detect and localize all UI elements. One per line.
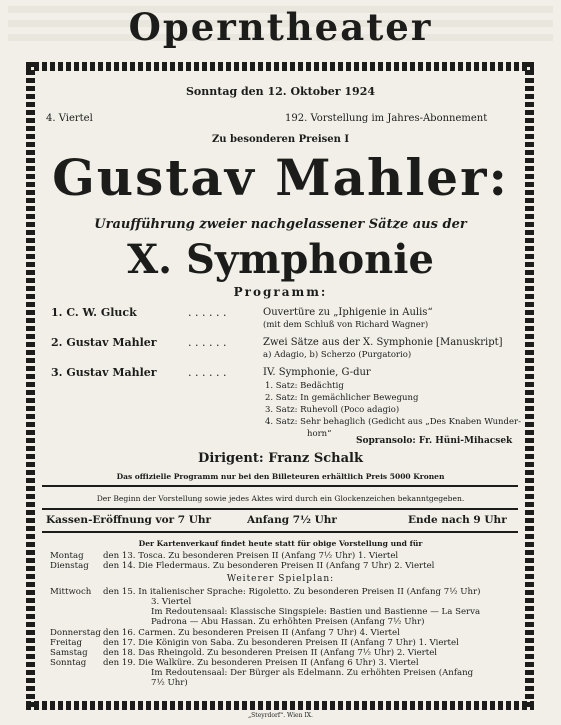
preise-line: Zu besonderen Preisen I	[211, 134, 350, 145]
divider-3	[42, 531, 518, 533]
satz-3: 3. Satz: Ruhevoll (Poco adagio)	[265, 405, 400, 415]
spielplan-heading: Weiterer Spielplan:	[226, 574, 335, 584]
schedule-entry: den 14. Die Fledermaus. Zu besonderen Preisen II (Anfang 7 Uhr) 2. Viertel	[103, 561, 435, 571]
schedule-day: Dienstag	[50, 561, 89, 571]
schedule-entry: den 16. Carmen. Zu besonderen Preisen II (Anfang 7 Uhr) 4. Viertel	[103, 628, 400, 638]
satz-4-cont: horn“	[307, 429, 332, 439]
kasse-label: Kassen-Eröffnung vor 7 Uhr	[46, 514, 212, 526]
program-item-1-name: 1. C. W. Gluck	[51, 306, 137, 319]
programm-heading: Programm:	[233, 285, 328, 299]
dirigent-line: Dirigent: Franz Schalk	[198, 451, 363, 466]
program-item-1-dots: . . . . . .	[188, 306, 227, 319]
divider-1	[42, 485, 518, 487]
schedule-day: Samstag	[50, 648, 88, 658]
divider-2	[42, 508, 518, 510]
program-item-3-work: IV. Symphonie, G-dur	[263, 367, 371, 378]
sopran-solo: Sopransolo: Fr. Hüni-Mihacsek	[356, 436, 513, 446]
schedule-day: Montag	[50, 551, 84, 561]
beginn-note: Der Beginn der Vorstellung sowie jedes Aktes wird durch ein Glockenzeichen bekanntgegeben.	[96, 494, 465, 503]
viertel-label: 4. Viertel	[46, 113, 93, 124]
schedule-entry: den 17. Die Königin von Saba. Zu besonderen Preisen II (Anfang 7 Uhr) 1. Viertel	[103, 638, 459, 648]
page-title: Operntheater	[128, 5, 433, 49]
ende-label: Ende nach 9 Uhr	[408, 514, 507, 526]
schedule-entry: den 19. Die Walküre. Zu besonderen Preisen II (Anfang 6 Uhr) 3. Viertel	[103, 658, 419, 668]
symphonie-heading: X. Symphonie	[127, 236, 434, 283]
schedule-entry: den 18. Das Rheingold. Zu besonderen Preisen II (Anfang 7½ Uhr) 2. Viertel	[103, 648, 438, 658]
kartenverkauf-line: Der Kartenverkauf findet heute statt für obige Vorstellung und für	[138, 539, 423, 548]
vorstellung-label: 192. Vorstellung im Jahres-Abonnement	[285, 113, 488, 124]
satz-1: 1. Satz: Bedächtig	[265, 381, 344, 391]
programm-note: Das offizielle Programm nur bei den Billeteuren erhältlich Preis 5000 Kronen	[116, 472, 445, 481]
program-item-2-detail: a) Adagio, b) Scherzo (Purgatorio)	[263, 350, 412, 360]
program-item-2-dots: . . . . . .	[188, 336, 227, 349]
program-item-3-name: 3. Gustav Mahler	[51, 366, 157, 379]
satz-2: 2. Satz: In gemächlicher Bewegung	[265, 393, 419, 403]
program-item-1-detail: (mit dem Schluß von Richard Wagner)	[263, 320, 429, 330]
schedule-day: Mittwoch	[50, 587, 92, 597]
composer-heading: Gustav Mahler:	[52, 148, 509, 207]
schedule-day: Freitag	[50, 638, 82, 648]
program-item-3-dots: . . . . . .	[188, 366, 227, 379]
program-item-1-work: Ouvertüre zu „Iphigenie in Aulis“	[263, 307, 433, 318]
date-line: Sonntag den 12. Oktober 1924	[185, 85, 376, 98]
schedule-entry: Im Redoutensaal: Klassische Singspiele: Bastien und Bastienne — La Serva	[151, 607, 481, 617]
subtitle-line: Uraufführung zweier nachgelassener Sätze aus der	[94, 217, 467, 232]
printer-footer: „Steyrdorf“. Wien IX.	[248, 712, 313, 719]
program-item-2-name: 2. Gustav Mahler	[51, 336, 157, 349]
anfang-label: Anfang 7½ Uhr	[247, 514, 337, 526]
schedule-entry: 3. Viertel	[151, 597, 192, 607]
schedule-entry: den 13. Tosca. Zu besonderen Preisen II (Anfang 7½ Uhr) 1. Viertel	[103, 551, 399, 561]
satz-4: 4. Satz: Sehr behaglich (Gedicht aus „Des Knaben Wunder-	[265, 417, 521, 427]
schedule-entry: Im Redoutensaal: Der Bürger als Edelmann. Zu erhöhten Preisen (Anfang	[151, 668, 474, 678]
schedule-entry: 7½ Uhr)	[151, 678, 188, 688]
schedule-day: Sonntag	[50, 658, 87, 668]
schedule-entry: den 15. In italienischer Sprache: Rigoletto. Zu besonderen Preisen II (Anfang 7½ Uhr)	[103, 587, 481, 597]
schedule-entry: Padrona — Abu Hassan. Zu erhöhten Preisen (Anfang 7½ Uhr)	[151, 617, 425, 627]
program-item-2-work: Zwei Sätze aus der X. Symphonie [Manuskript]	[263, 337, 503, 348]
schedule-day: Donnerstag	[50, 628, 101, 638]
